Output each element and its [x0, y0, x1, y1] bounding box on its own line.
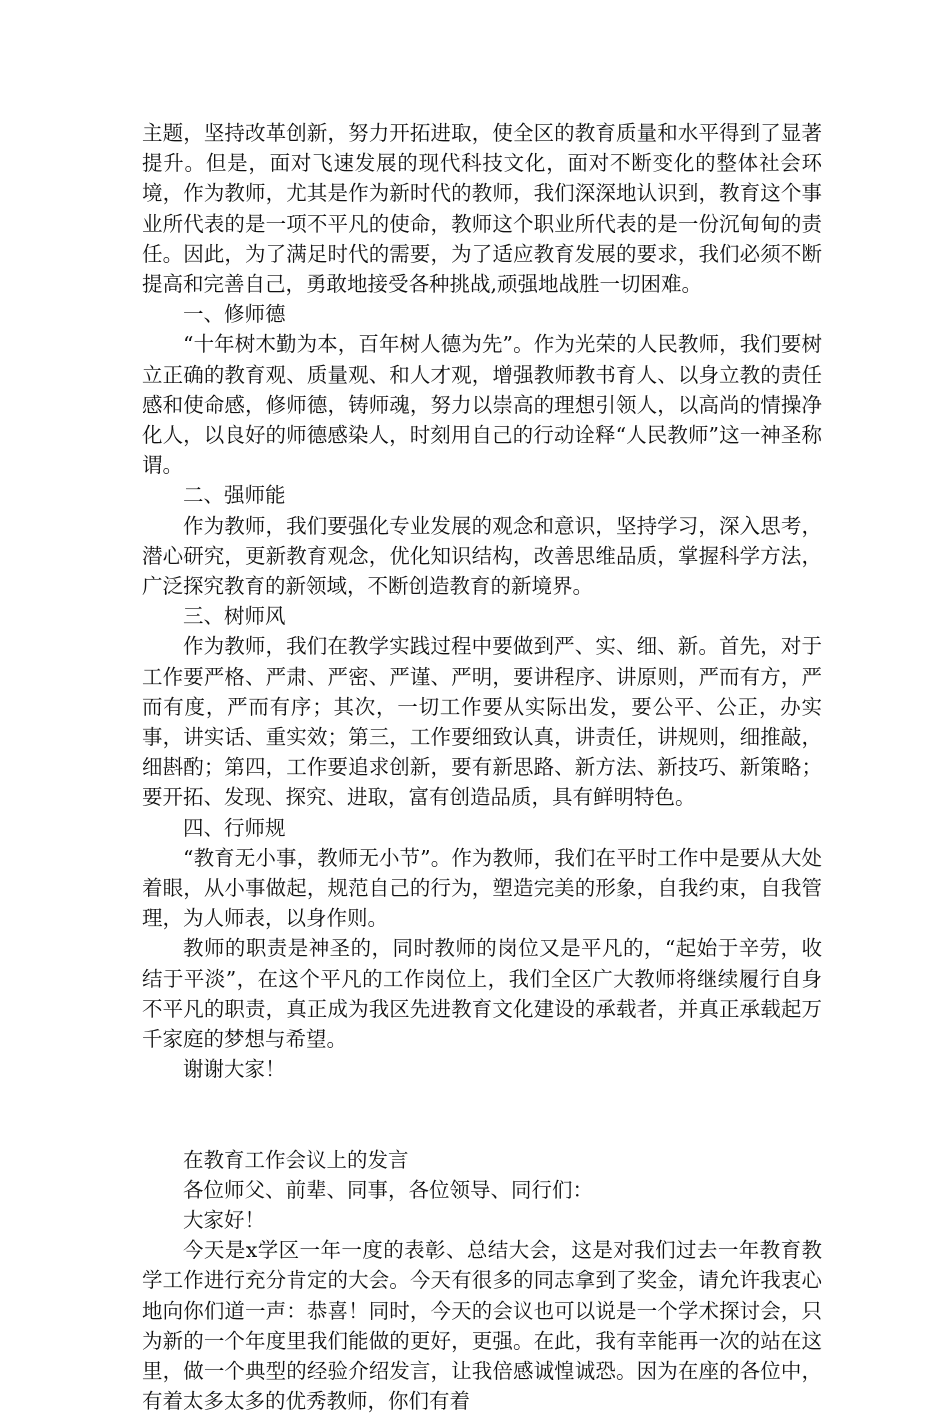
section-heading-3: 三、树师风: [183, 604, 286, 629]
paragraph-4: “教育无小事，教师无小节”。作为教师，我们在平时工作中是要从大处着眼，从小事做起，规范自己的行为，塑造完美的形象，自我约束，自我管理，为人师表，以身作则。: [142, 845, 822, 931]
section-gap: [142, 1085, 822, 1145]
speech-title: 在教育工作会议上的发言: [183, 1147, 409, 1172]
document-page: [142, 118, 822, 1416]
speech-paragraph-1: 今天是x学区一年一度的表彰、总结大会，这是对我们过去一年教育教学工作进行充分肯定的大会。今天有很多的同志拿到了奖金，请允许我衷心地向你们道一声：恭喜！同时，今天的会议也可以说是一个学术探讨会，只为新的一个年度里我们能做的更好，更强。在此，我有幸能再一次的站在这里，做一个典型的经验介绍发言，让我倍感诚惶诚恐。因为在座的各位中，有着太多太多的优秀教师，你们有着: [142, 1238, 822, 1414]
paragraph-3: 作为教师，我们在教学实践过程中要做到严、实、细、新。首先，对于工作要严格、严肃、严密、严谨、严明，要讲程序、讲原则，严而有方，严而有度，严而有序；其次，一切工作要从实际出发，要公平、公正，办实事，讲实话、重实效；第三，工作要细致认真，讲责任，讲规则，细推敲，细斟酌；第四，工作要追求创新，要有新思路、新方法、新技巧、新策略；要开拓、发现、探究、进取，富有创造品质，具有鲜明特色。: [142, 634, 822, 810]
intro-paragraph: 主题，坚持改革创新，努力开拓进取，使全区的教育质量和水平得到了显著提升。但是，面对飞速发展的现代科技文化，面对不断变化的整体社会环境，作为教师，尤其是作为新时代的教师，我们深深地认识到，教育这个事业所代表的是一项不平凡的使命，教师这个职业所代表的是一份沉甸甸的责任。因此，为了满足时代的需要，为了适应教育发展的要求，我们必须不断提高和完善自己，勇敢地接受各种挑战,顽强地战胜一切困难。: [142, 121, 822, 297]
closing-line: 谢谢大家！: [183, 1057, 286, 1082]
salutation: 各位师父、前辈、同事，各位领导、同行们：: [183, 1177, 593, 1202]
paragraph-2: 作为教师，我们要强化专业发展的观念和意识，坚持学习，深入思考，潜心研究，更新教育观念，优化知识结构，改善思维品质，掌握科学方法，广泛探究教育的新领域，不断创造教育的新境界。: [142, 513, 822, 599]
greeting: 大家好！: [183, 1207, 265, 1232]
section-heading-2: 二、强师能: [183, 483, 286, 508]
paragraph-1: “十年树木勤为本，百年树人德为先”。作为光荣的人民教师，我们要树立正确的教育观、质量观、和人才观，增强教师教书育人、以身立教的责任感和使命感，修师德，铸师魂，努力以崇高的理想引领人，以高尚的情操净化人，以良好的师德感染人，时刻用自己的行动诠释“人民教师”这一神圣称谓。: [142, 332, 822, 478]
paragraph-5: 教师的职责是神圣的，同时教师的岗位又是平凡的，“起始于辛劳，收结于平淡”，在这个平凡的工作岗位上，我们全区广大教师将继续履行自身不平凡的职责，真正成为我区先进教育文化建设的承载者，并真正承载起万千家庭的梦想与希望。: [142, 936, 822, 1052]
section-heading-1: 一、修师德: [183, 302, 286, 327]
section-heading-4: 四、行师规: [183, 815, 286, 840]
